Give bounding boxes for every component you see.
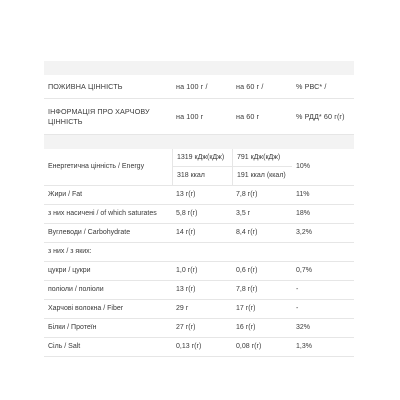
nutrition-table (44, 61, 354, 357)
row-per60: 0,08 г(г) (236, 343, 262, 350)
mid-shade-row (44, 135, 354, 149)
header2-col2: на 100 г (176, 111, 204, 121)
row-per100: 0,13 г(г) (176, 343, 202, 350)
row-pct: - (296, 286, 299, 293)
row-per60 (232, 243, 292, 261)
row-per100: 29 г (176, 305, 189, 312)
row-per100: 14 г(г) (176, 229, 196, 236)
row-pct: 1,3% (296, 343, 312, 350)
row-per100: 13 г(г) (176, 191, 196, 198)
row-pct: 3,2% (296, 229, 312, 236)
table-row (44, 205, 354, 224)
header2-col4: % РДД* 60 г(г) (296, 111, 345, 121)
row-pct: - (296, 305, 299, 312)
table-row (44, 300, 354, 319)
row-per60: 0,6 г(г) (236, 267, 258, 274)
row-per60: 7,8 г(г) (236, 191, 258, 198)
energy-per100 (172, 149, 232, 185)
header2-col3: на 60 г (236, 111, 260, 121)
header1-col2: на 100 г / (176, 81, 208, 91)
energy-label: Енергетична цінність / Energy (48, 163, 145, 170)
row-per100: 1,0 г(г) (176, 267, 198, 274)
table-row (44, 224, 354, 243)
header1-col1: ПОЖИВНА ЦІННІСТЬ (48, 81, 123, 91)
row-label: Жири / Fat (48, 191, 83, 198)
row-per60: 16 г(г) (236, 324, 256, 331)
row-label: з них / з яких: (48, 248, 92, 255)
table-row (44, 186, 354, 205)
energy-pct: 10% (296, 163, 311, 170)
row-per60: 3,5 г (236, 210, 251, 217)
row-label: з них насичені / of which saturates (48, 210, 157, 217)
energy-kcal-60: 191 ккал (ккал) (237, 172, 286, 179)
row-pct: 18% (296, 210, 311, 217)
row-per100: 5,8 г(г) (176, 210, 198, 217)
energy-per60 (232, 149, 292, 185)
row-pct: 0,7% (296, 267, 312, 274)
header-row-1 (44, 75, 354, 99)
row-per100: 27 г(г) (176, 324, 196, 331)
table-row (44, 319, 354, 338)
row-per60: 7,8 г(г) (236, 286, 258, 293)
row-label: Вуглеводи / Carbohydrate (48, 229, 131, 236)
row-per60: 17 г(г) (236, 305, 256, 312)
header2-col1: ІНФОРМАЦІЯ ПРО ХАРЧОВУ ЦІННІСТЬ (48, 106, 150, 126)
row-label: Харчові волокна / Fiber (48, 305, 124, 312)
energy-kj-100: 1319 кДж(кДж) (173, 149, 232, 167)
row-pct: 32% (296, 324, 311, 331)
row-label: Білки / Протеїн (48, 324, 97, 331)
row-label: Сіль / Salt (48, 343, 81, 350)
header1-col3: на 60 г / (236, 81, 264, 91)
row-per100: 13 г(г) (176, 286, 196, 293)
row-per60: 8,4 г(г) (236, 229, 258, 236)
row-pct (292, 243, 354, 261)
row-label: поліоли / поліоли (48, 286, 104, 293)
table-row (44, 243, 354, 262)
table-row (44, 281, 354, 300)
header1-col4: % РВС* / (296, 81, 327, 91)
top-shade-row (44, 61, 354, 75)
header-row-2 (44, 99, 354, 135)
energy-kj-60: 791 кДж(кДж) (233, 149, 292, 167)
row-pct: 11% (296, 191, 310, 198)
row-per100 (172, 243, 232, 261)
energy-kcal-100: 318 ккал (177, 172, 205, 179)
row-label: цукри / цукри (48, 267, 91, 274)
energy-row (44, 149, 354, 186)
table-row (44, 338, 354, 357)
table-row (44, 262, 354, 281)
